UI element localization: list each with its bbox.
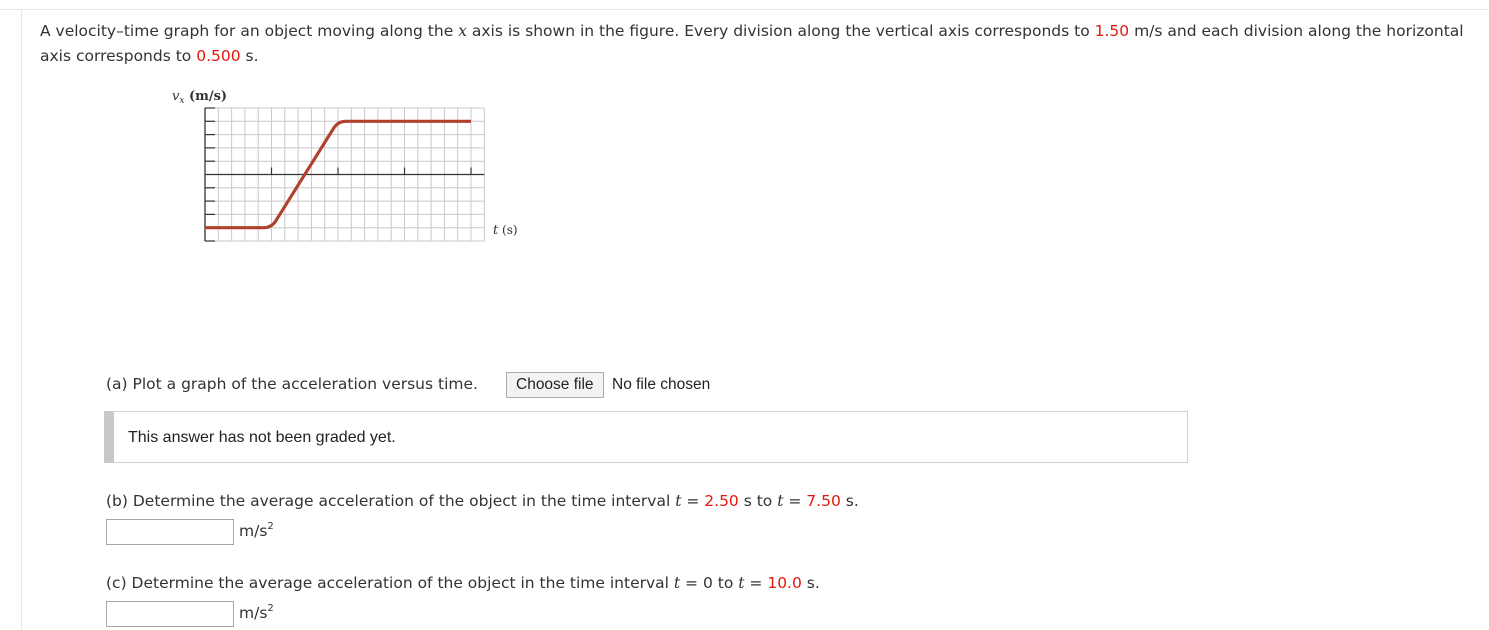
interval-end: 7.50 [806, 492, 841, 510]
question-b: (b) Determine the average acceleration of the object in the time interval t = 2.50 s to t = 7.50 s. [106, 492, 859, 510]
var-x: x [458, 22, 467, 40]
file-status: No file chosen [612, 376, 711, 393]
interval-start: 2.50 [704, 492, 739, 510]
interval-end: 10.0 [767, 574, 802, 592]
problem-statement: A velocity–time graph for an object moving along the x axis is shown in the figure. Every division along the vertical axis corresponds to 1.50 m/s and each division along the horizontal axis corresponds to 0.500 s. [40, 22, 1464, 65]
grading-status-box [104, 411, 1188, 463]
choose-file-button[interactable]: Choose file [506, 372, 604, 398]
question-a: (a) Plot a graph of the acceleration versus time. [106, 375, 478, 393]
left-border [21, 10, 22, 630]
question-c: (c) Determine the average acceleration of the object in the time interval t = 0 to t = 10.0 s. [106, 574, 820, 592]
vertical-division-value: 1.50 [1094, 22, 1130, 40]
top-border [0, 0, 1489, 10]
answer-c-unit: $m/s^2$ [239, 603, 274, 622]
graph-svg [160, 84, 540, 360]
answer-b-unit: $m/s^2$ [239, 521, 274, 540]
answer-b-input[interactable] [106, 519, 234, 545]
y-axis-label: $v_x$ (m/s) [172, 89, 228, 106]
x-axis-label: t (s) [493, 223, 518, 238]
axes [205, 108, 484, 241]
velocity-time-graph [160, 84, 540, 360]
answer-c-input[interactable] [106, 601, 234, 627]
grading-status-text: This answer has not been graded yet. [128, 429, 396, 446]
horizontal-division-value: 0.500 [196, 47, 241, 65]
